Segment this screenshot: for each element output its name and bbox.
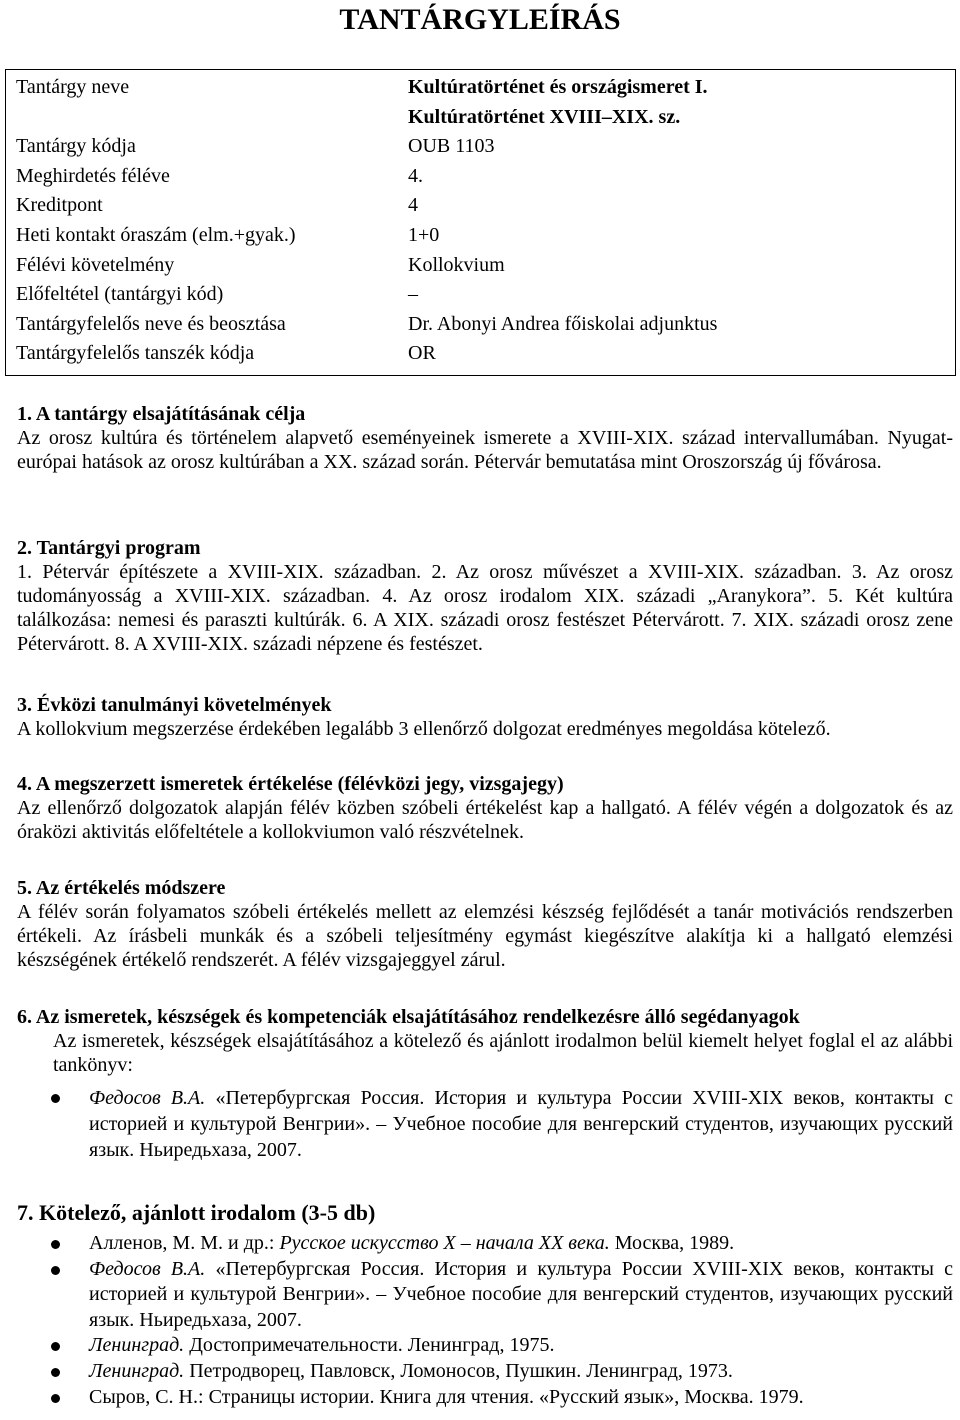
section-materials bbox=[17, 1005, 953, 1163]
item-author: Ленинград. bbox=[89, 1334, 185, 1357]
table-row bbox=[6, 221, 956, 251]
document-title: TANTÁRGYLEÍRÁS bbox=[339, 3, 621, 36]
row-label: Tantárgyfelelős tanszék kódja bbox=[16, 342, 255, 365]
item-text: Москва, 1989. bbox=[609, 1232, 735, 1254]
bullet-icon bbox=[51, 1368, 60, 1377]
item-author: Федосов В.А. bbox=[89, 1257, 206, 1280]
section-program bbox=[17, 536, 953, 656]
item-text: «Петербургская Россия. История и культура России XVIII-XIX веков, контакты с историей и культурой Венгрии». – Учебное пособие для венгерский студентов, изучающих русский язык. Ньиредьхаза, 2007. bbox=[89, 1257, 953, 1331]
list-item bbox=[17, 1231, 953, 1257]
row-label: Félévi követelmény bbox=[16, 253, 175, 276]
section-assessment bbox=[17, 772, 953, 844]
list-item bbox=[17, 1359, 953, 1385]
list-item bbox=[17, 1385, 953, 1411]
item-text: Петродворец, Павловск, Ломоносов, Пушкин. Ленинград, 1973. bbox=[184, 1359, 733, 1382]
row-value: OUB 1103 bbox=[408, 135, 495, 158]
item-text: Достопримечательности. Ленинград, 1975. bbox=[184, 1334, 555, 1357]
row-value: OR bbox=[408, 342, 436, 365]
item-text: «Петербургская Россия. История и культура России XVIII-XIX веков, контакты с историей и культурой Венгрии». – Учебное пособие для венгерский студентов, изучающих русский язык. Ньиредьхаза, 2007. bbox=[89, 1087, 953, 1161]
row-label: Tantárgy kódja bbox=[16, 135, 136, 158]
bullet-icon bbox=[51, 1240, 60, 1249]
table-row bbox=[6, 103, 956, 133]
row-label: Tantárgyfelelős neve és beosztása bbox=[16, 312, 286, 335]
section-text: Az ismeretek, készségek elsajátításához a kötelező és ajánlott irodalmon belül kiemelt helyet foglal el az alábbi tankönyv: bbox=[53, 1030, 953, 1076]
item-author: Федосов В.А. bbox=[89, 1087, 206, 1109]
section-heading: 6. Az ismeretek, készségek és kompetenciák elsajátításához rendelkezésre álló segédanyagok bbox=[17, 1006, 800, 1028]
section-heading: 2. Tantárgyi program bbox=[17, 537, 201, 559]
row-label: Tantárgy neve bbox=[16, 76, 130, 98]
literature-list bbox=[17, 1231, 953, 1410]
section-method bbox=[17, 876, 953, 972]
table-row bbox=[6, 251, 956, 281]
course-info-table bbox=[5, 69, 956, 376]
row-value: Kultúratörténet és országismeret I. bbox=[408, 76, 708, 98]
textbook-list bbox=[17, 1085, 953, 1163]
item-author: Сыров, С. Н.: bbox=[89, 1385, 204, 1408]
section-heading: 5. Az értékelés módszere bbox=[17, 877, 226, 899]
table-row bbox=[6, 162, 956, 192]
section-heading: 4. A megszerzett ismeretek értékelése (félévközi jegy, vizsgajegy) bbox=[17, 773, 564, 795]
list-item bbox=[17, 1085, 953, 1163]
section-text: A félév során folyamatos szóbeli értékelés mellett az elemzési készség fejlődését a tanár motivációs rendszerben értékeli. Az írásbeli munkák és a szóbeli teljesítmény egymást kiegészítve alakítja ki a hallgató elemzési készségének értékelő rendszerét. A félév vizsgajeggyel zárul. bbox=[17, 901, 953, 971]
row-label bbox=[6, 103, 409, 133]
section-heading: 1. A tantárgy elsajátításának célja bbox=[17, 403, 306, 425]
row-label: Kreditpont bbox=[16, 194, 103, 217]
section-heading: 3. Évközi tanulmányi követelmények bbox=[17, 694, 332, 716]
section-text: 1. Pétervár építészete a XVIII-XIX. században. 2. Az orosz művészet a XVIII-XIX. században. 3. Az orosz tudományosság a XVIII-XIX. században. 4. Az orosz irodalom XIX. századi „Aranykora”. 5. Két kultúra találkozása: nemesi és paraszti kultúrák. 6. A XIX. századi orosz festészet Pétervárott. 7. XIX. századi orosz zene Pétervárott. 8. A XVIII-XIX. századi népzene és festészet. bbox=[17, 561, 953, 655]
bullet-icon bbox=[51, 1394, 60, 1403]
row-label: Előfeltétel (tantárgyi kód) bbox=[16, 283, 224, 306]
row-value: 4 bbox=[408, 194, 418, 217]
section-text: A kollokvium megszerzése érdekében legalább 3 ellenőrző dolgozat eredményes megoldása kötelező. bbox=[17, 718, 831, 740]
table-row bbox=[6, 310, 956, 340]
section-requirements bbox=[17, 693, 953, 741]
section-heading: 7. Kötelező, ajánlott irodalom (3-5 db) bbox=[17, 1200, 376, 1225]
row-value: 4. bbox=[408, 164, 423, 187]
section-objectives bbox=[17, 402, 953, 474]
section-text: Az orosz kultúra és történelem alapvető eseményeinek ismerete a XVIII-XIX. század intervallumában. Nyugat-európai hatások az orosz kultúrában a XX. század során. Pétervár bemutatása mint Oroszország új fővárosa. bbox=[17, 427, 953, 473]
item-author: Ленинград. bbox=[89, 1359, 185, 1382]
row-value: 1+0 bbox=[408, 223, 440, 246]
row-label: Heti kontakt óraszám (elm.+gyak.) bbox=[16, 223, 296, 246]
list-item bbox=[17, 1257, 953, 1334]
table-row bbox=[6, 70, 956, 103]
row-value: Dr. Abonyi Andrea főiskolai adjunktus bbox=[408, 312, 718, 335]
row-label: Meghirdetés féléve bbox=[16, 164, 170, 187]
bullet-icon bbox=[51, 1266, 60, 1275]
section-literature bbox=[17, 1199, 953, 1410]
item-title: Русское искусство Х – начала ХХ века. bbox=[274, 1232, 610, 1254]
table-row bbox=[6, 339, 956, 375]
row-value: Kollokvium bbox=[408, 253, 505, 276]
row-value: Kultúratörténet XVIII–XIX. sz. bbox=[408, 105, 681, 128]
table-row bbox=[6, 132, 956, 162]
item-author: Алленов, М. М. и др.: bbox=[89, 1232, 275, 1254]
section-text: Az ellenőrző dolgozatok alapján félév közben szóbeli értékelést kap a hallgató. A félév végén a dolgozatok és az óraközi aktivitás előfeltétele a kollokviumon való részvételnek. bbox=[17, 797, 953, 843]
bullet-icon bbox=[51, 1094, 60, 1103]
bullet-icon bbox=[51, 1342, 60, 1351]
row-value: – bbox=[408, 283, 418, 306]
table-row bbox=[6, 280, 956, 310]
item-text: Страницы истории. Книга для чтения. «Русский язык», Москва. 1979. bbox=[203, 1385, 804, 1408]
list-item bbox=[17, 1333, 953, 1359]
table-row bbox=[6, 191, 956, 221]
